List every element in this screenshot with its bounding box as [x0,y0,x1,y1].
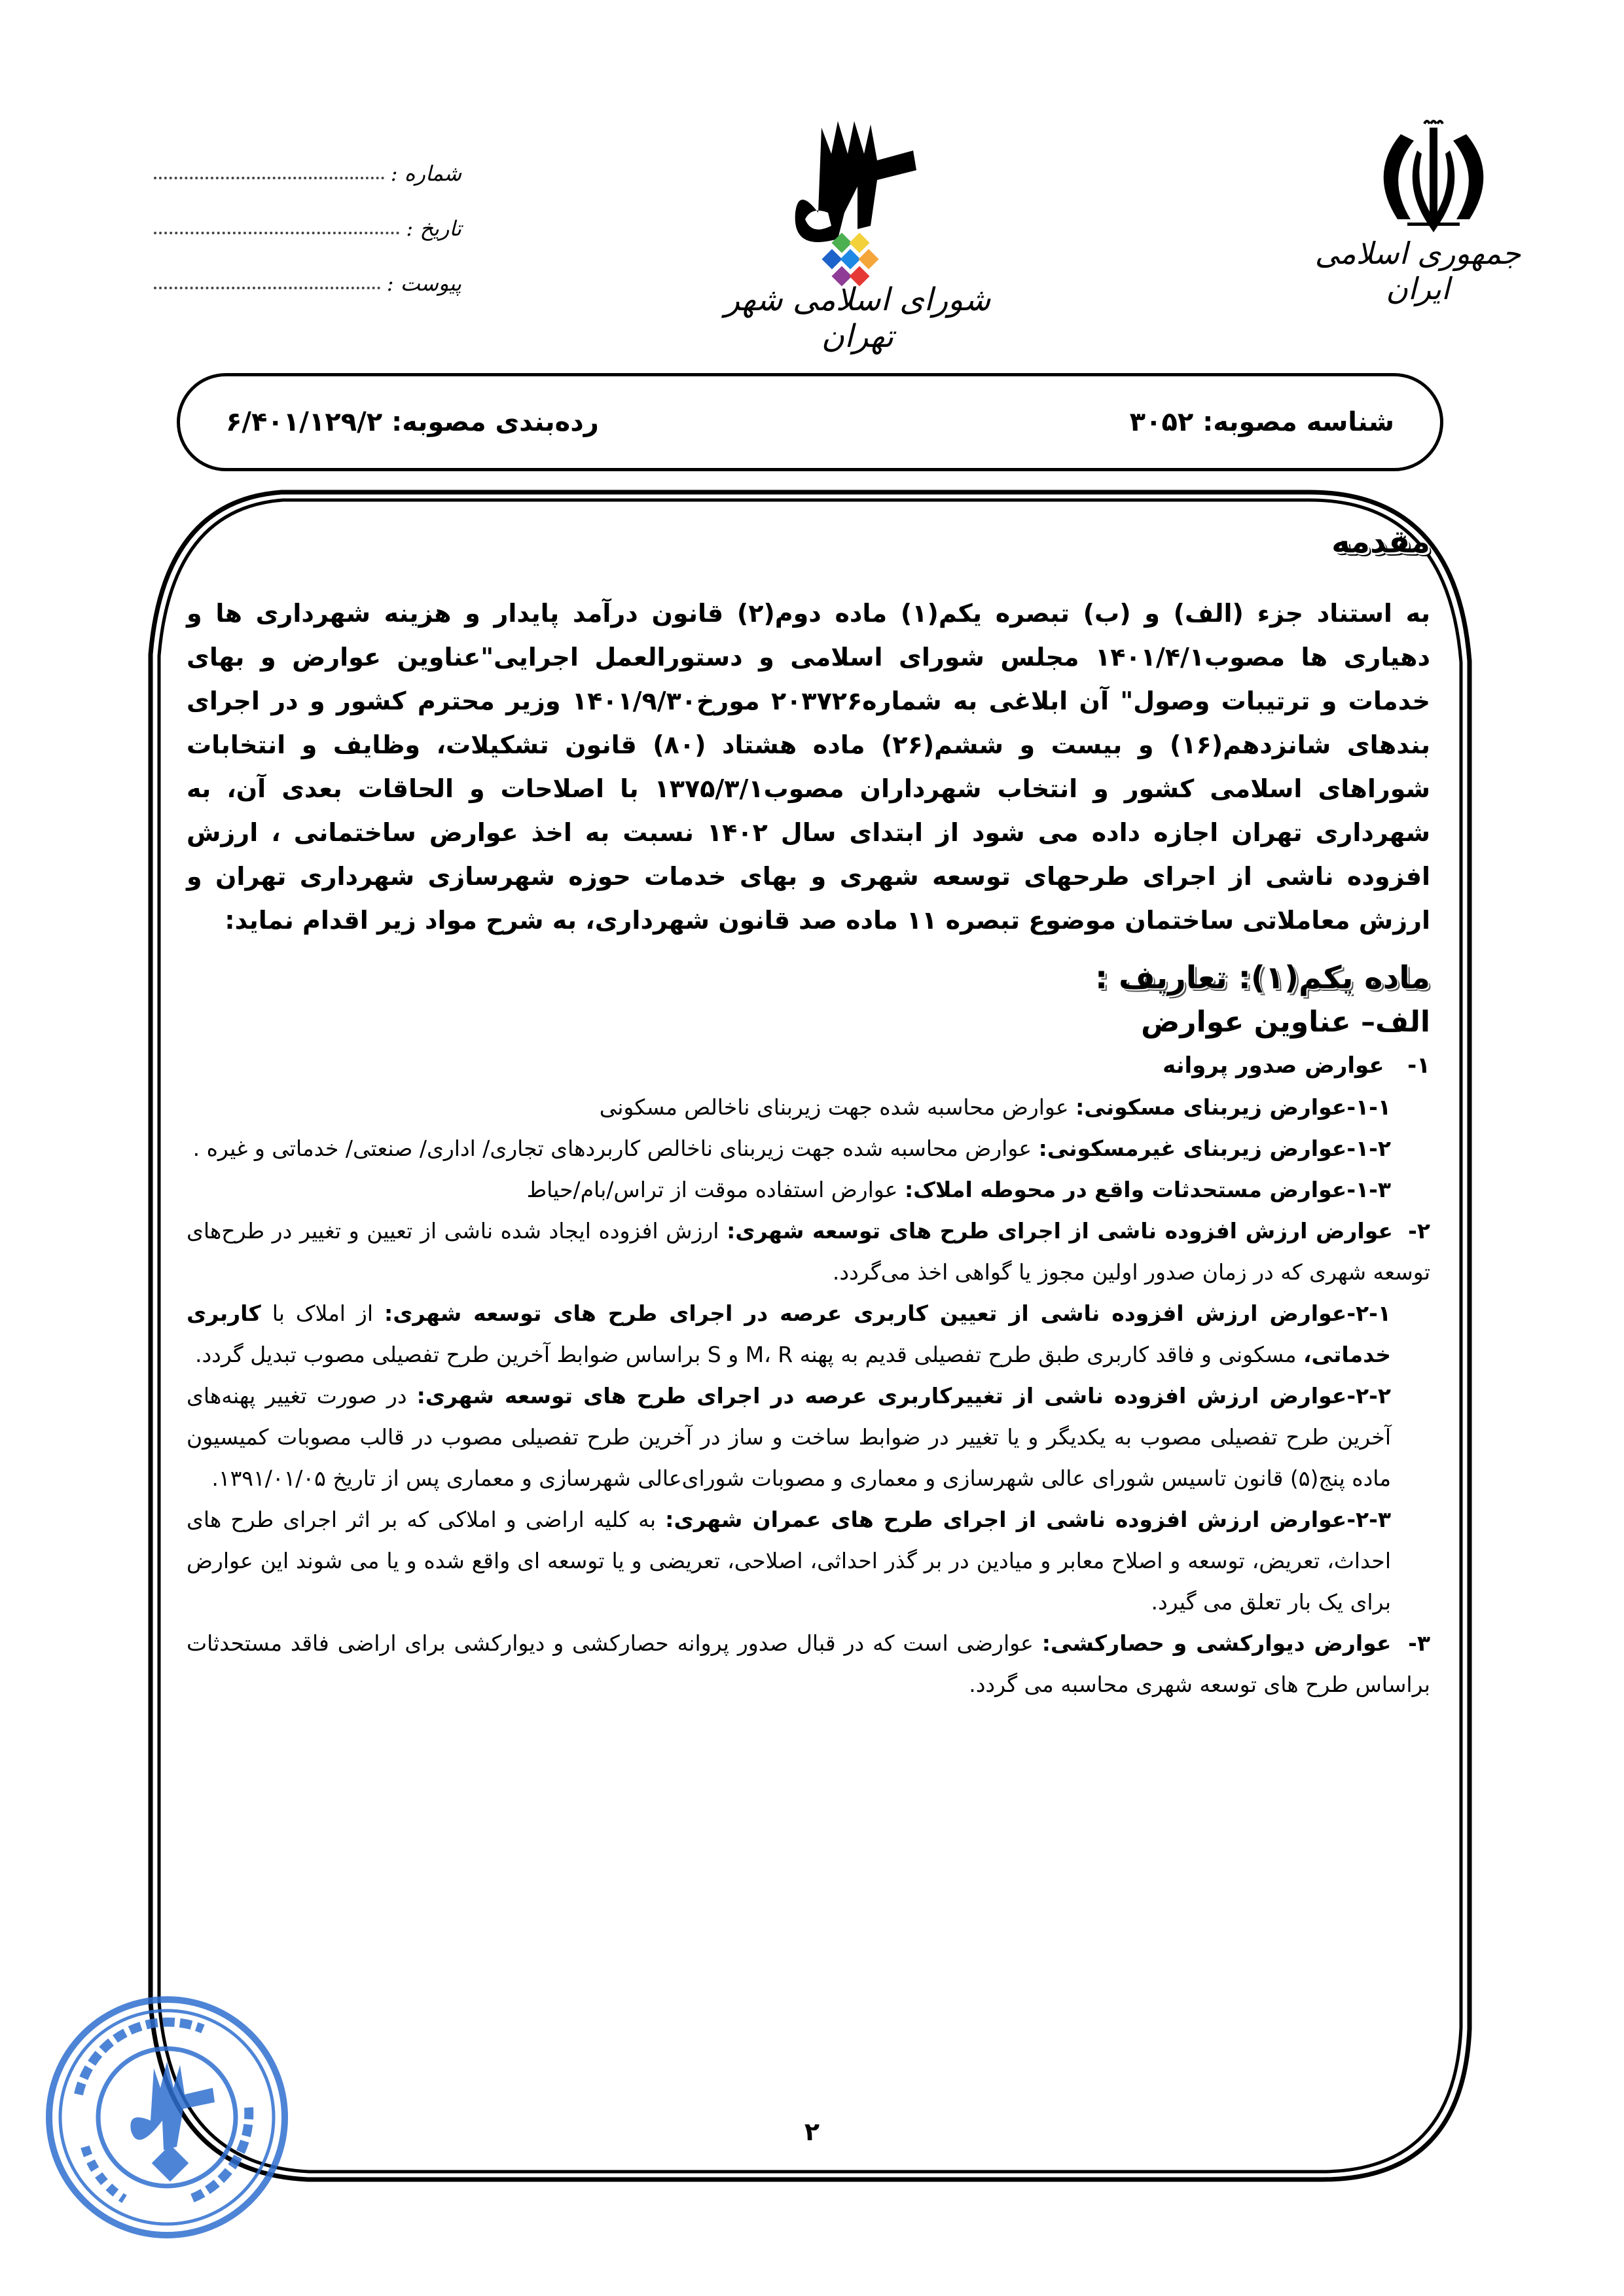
attachment-label: پیوست : [386,271,461,296]
list-item [187,1169,1430,1210]
resolution-id: شناسه مصوبه: ۳۰۵۲ [1129,407,1394,437]
page-number: ۲ [804,2117,820,2146]
item-number: ۲-۲- [1346,1383,1391,1408]
item-number: ۱- [1407,1052,1430,1079]
document-body [187,524,1430,1705]
tehran-council-logo-icon [740,115,949,304]
item-title: عوارض دیوارکشی و حصارکشی: [1041,1630,1392,1656]
list-item [187,1128,1430,1169]
item-desc: از املاک با [261,1300,384,1326]
item-desc: در صورت تغییر پهنه‌های آخرین طرح تفصیلی مصوب به یکدیگر و یا تغییر در ضوابط ساخت و ساز در آخرین طرح تفصیلی مصوب در قالب مصوبات کمیسیون ماده پنج(۵) قانون تاسیس شورای عالی شهرسازی و معماری و مصوبات شورای‌عالی شهرسازی و معماری پس از تاریخ ۱۳۹۱/۰۱/۰۵. [187,1383,1391,1491]
item-desc: به کلیه اراضی و املاکی که بر اثر اجرای طرح های احداث، تعریض، توسعه و اصلاح معابر و میادین در بر گذر احداثی، اصلاحی، تعریضی و یا توسعه ای واقع شده و یا می شوند این عوارض برای یک بار تعلق می گیرد. [187,1507,1391,1615]
list-item [187,1045,1430,1086]
list-item [187,1210,1430,1293]
item-title: عوارض ارزش افزوده ناشی از تغییرکاربری عرصه در اجرای طرح های توسعه شهری: [416,1383,1347,1408]
list-item [187,1086,1430,1128]
item-title: عوارض صدور پروانه [1163,1052,1384,1079]
item-desc: عوارض استفاده موقت از تراس/بام/حیاط [526,1177,905,1202]
date-blank [154,232,399,234]
resolution-id-box [177,373,1443,471]
item-number: ۲-۳- [1346,1507,1391,1532]
item-title: عوارض ارزش افزوده ناشی از تعیین کاربری عرصه در اجرای طرح های توسعه شهری: [384,1300,1347,1326]
item-desc: عوارض محاسبه شده جهت زیربنای ناخالص کاربردهای تجاری/ اداری/ صنعتی/ خدماتی و غیره . [192,1136,1039,1161]
date-field [154,186,461,241]
list-item [187,1499,1430,1623]
number-label: شماره : [390,161,461,186]
item-number: ۳- [1408,1630,1431,1656]
list-item [187,1623,1430,1705]
resolution-classification: رده‌بندی مصوبه: ۶/۴۰۱/۱۲۹/۲ [226,407,599,437]
item-number: ۱-۱- [1346,1094,1391,1120]
item-number: ۱-۳- [1346,1177,1391,1202]
country-caption: جمهوری اسلامی ایران [1314,236,1521,306]
council-seal-stamp-icon [39,1990,295,2245]
section-a-heading: الف– عناوین عوارض [1141,1005,1430,1039]
item-title: عوارض مستحدثات واقع در محوطه املاک: [904,1177,1347,1202]
item-title: عوارض زیربنای مسکونی: [1075,1094,1347,1120]
list-item [187,1375,1430,1499]
item-bold-phrase: کاربری خدماتی، [187,1300,1391,1367]
intro-paragraph: به استناد جزء (الف) و (ب) تبصره یکم(۱) ماده دوم(۲) قانون درآمد پایدار و هزینه شهرداری ها و دهیاری ها مصوب۱۴۰۱/۴/۱ مجلس شورای اسلامی و دستورالعمل اجرایی"عناوین عوارض و بهای خدمات و ترتیبات وصول" آن ابلاغی به شماره۲۰۳۷۲۶ مورخ۱۴۰۱/۹/۳۰ وزیر محترم کشور و در اجرای بندهای شانزدهم(۱۶) و بیست و ششم(۲۶) ماده هشتاد (۸۰) قانون تشکیلات، وظایف و انتخابات شوراهای اسلامی کشور و انتخاب شهرداران مصوب۱۳۷۵/۳/۱ با اصلاحات و الحاقات بعدی آن، به شهرداری تهران اجازه داده می شود از ابتدای سال ۱۴۰۲ نسبت به اخذ عوارض ساختمانی ، ارزش افزوده ناشی از اجرای طرحهای توسعه شهری و بهای خدمات حوزه شهرسازی شهرداری تهران و ارزش معاملاتی ساختمان موضوع تبصره ۱۱ ماده صد قانون شهرداری، به شرح مواد زیر اقدام نماید: [187,599,1431,935]
list-item [187,1293,1430,1375]
item-title: عوارض ارزش افزوده ناشی از اجرای طرح های توسعه شهری: [727,1218,1393,1244]
number-field [154,131,461,186]
item-desc: عوارضی است که در قبال صدور پروانه حصارکشی و دیوارکشی برای اراضی فاقد مستحدثات براساس طرح های توسعه شهری محاسبه می گردد. [187,1630,1430,1697]
item-number: ۲-۱- [1346,1300,1391,1326]
item-number: ۲- [1408,1218,1430,1244]
number-blank [154,177,384,179]
council-caption: شورای اسلامی شهر تهران [724,281,991,355]
date-label: تاریخ : [406,216,461,241]
attachment-blank [154,287,380,289]
item-title: عوارض زیربنای غیرمسکونی: [1038,1136,1347,1161]
item-desc-continued: مسکونی و فاقد کاربری طبق طرح تفصیلی قدیم به پهنه M، R و S براساس ضوابط آخرین طرح تفصیلی مصوب تبدیل گردد. [194,1342,1304,1367]
iran-emblem-icon [1362,115,1506,239]
intro-heading: مقدمه [1331,524,1430,560]
reference-fields [154,131,461,296]
item-desc: عوارض محاسبه شده جهت زیربنای ناخالص مسکونی [599,1094,1076,1120]
attachment-field [154,241,461,296]
item-number: ۱-۲- [1346,1136,1391,1161]
article-1-heading: ماده یکم(۱): تعاریف : [1095,960,1430,996]
item-desc: ارزش افزوده ایجاد شده ناشی از تعیین و تغییر در طرح‌های توسعه شهری که در زمان صدور اولین مجوز یا گواهی اخذ می‌گردد. [187,1218,1430,1285]
item-title: عوارض ارزش افزوده ناشی از اجرای طرح های عمران شهری: [665,1507,1347,1532]
